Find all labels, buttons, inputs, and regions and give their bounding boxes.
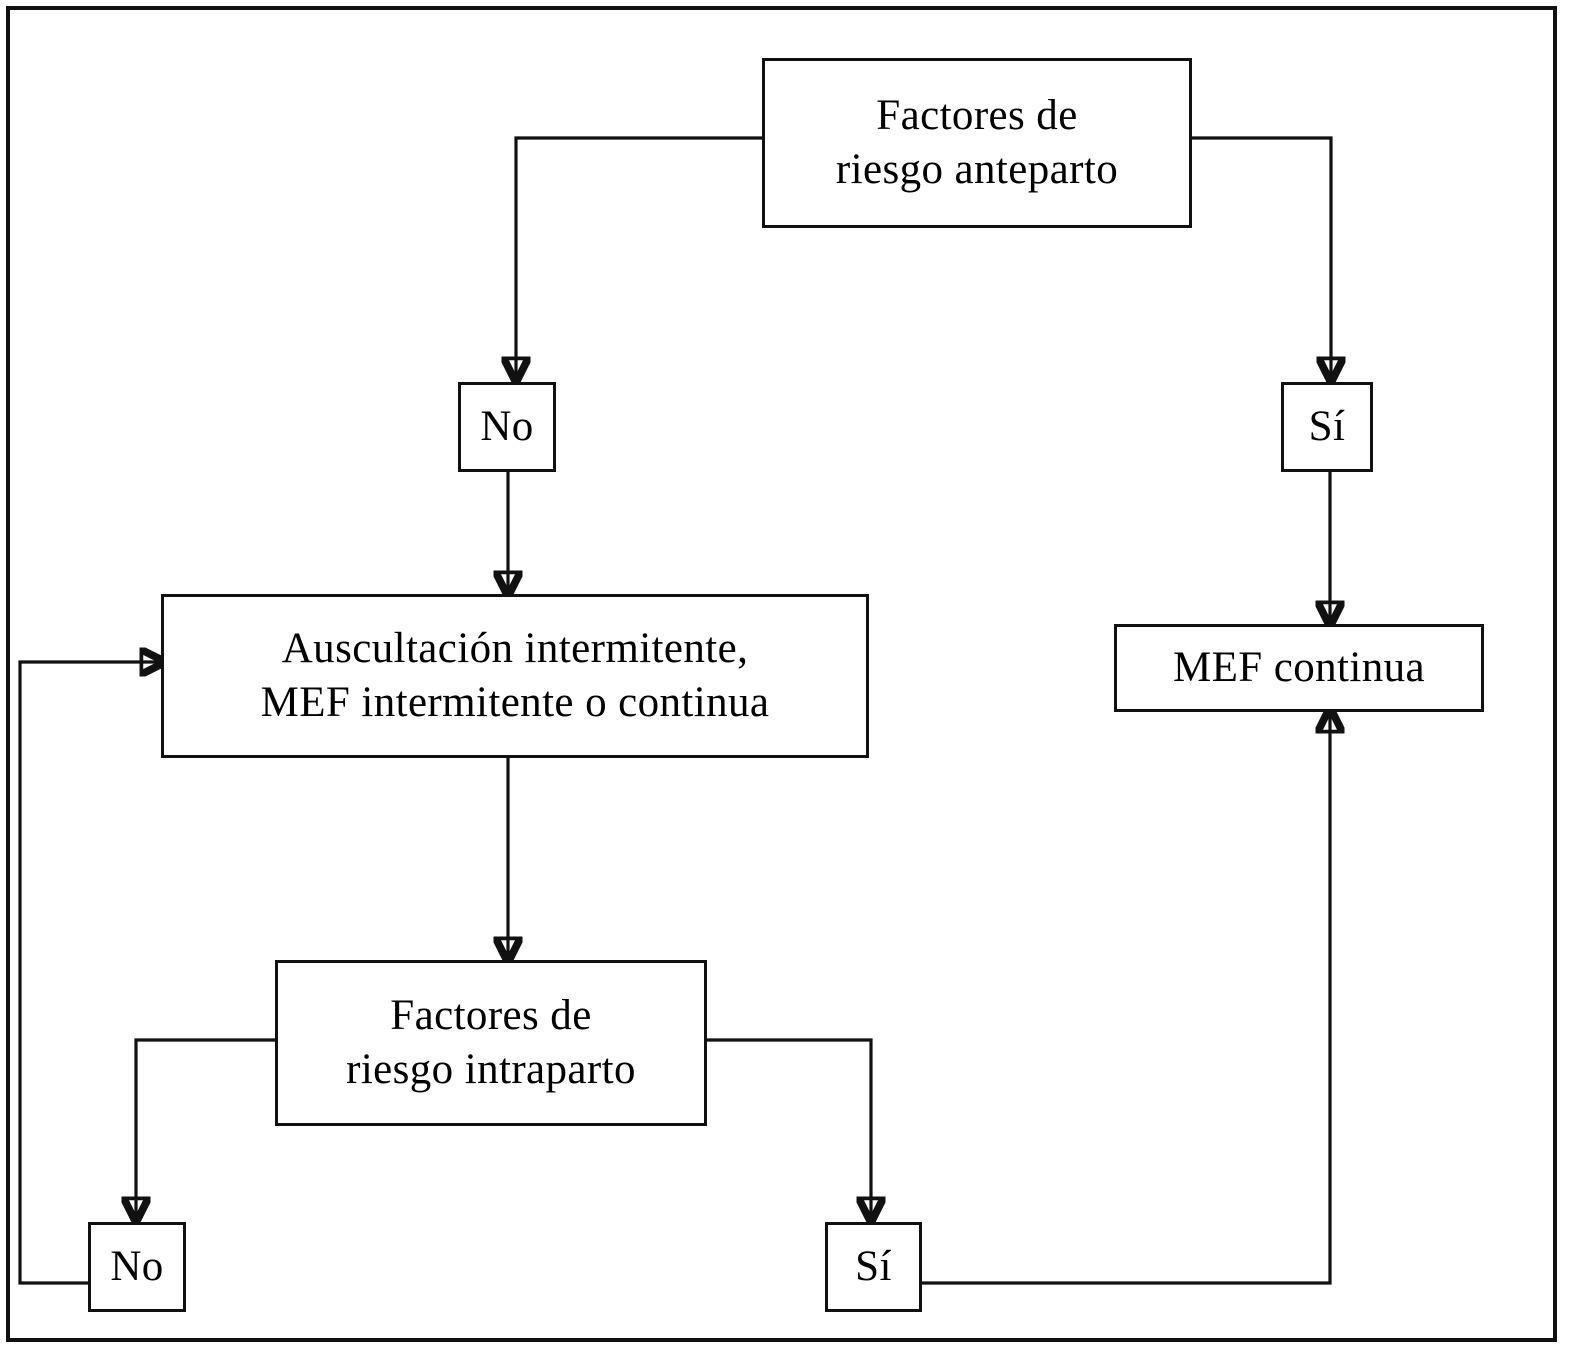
edge-intrapartum-to-si	[706, 1040, 871, 1218]
node-line: Sí	[1308, 402, 1346, 450]
edge-antepartum-to-no	[516, 138, 762, 378]
node-line: Sí	[855, 1242, 892, 1290]
node-line: MEF continua	[1172, 643, 1426, 691]
node-line: No	[110, 1242, 164, 1290]
edge-antepartum-to-si	[1190, 138, 1331, 378]
node-line: Factores de	[876, 91, 1078, 139]
edge-intrapartum-to-no	[136, 1040, 275, 1218]
node-line: riesgo anteparto	[835, 146, 1119, 193]
node-factores-riesgo-anteparto[interactable]	[762, 58, 1192, 228]
node-line: Factores de	[390, 991, 592, 1039]
node-line: Auscultación intermitente,	[281, 624, 749, 672]
edge-no-back-to-auscultation	[20, 662, 161, 1283]
node-auscultacion-intermitente[interactable]	[161, 594, 869, 758]
edge-si-to-mef-continua	[922, 712, 1330, 1283]
node-line: riesgo intraparto	[346, 1046, 636, 1093]
node-line: MEF intermitente o continua	[260, 679, 770, 726]
node-mef-continua[interactable]	[1114, 624, 1484, 712]
node-factores-riesgo-intraparto[interactable]	[275, 960, 707, 1126]
node-line: No	[480, 402, 534, 450]
node-anteparto-si[interactable]	[1281, 382, 1373, 472]
node-anteparto-no[interactable]	[458, 382, 556, 472]
node-intraparto-no[interactable]	[88, 1222, 186, 1312]
node-intraparto-si[interactable]	[825, 1222, 922, 1312]
